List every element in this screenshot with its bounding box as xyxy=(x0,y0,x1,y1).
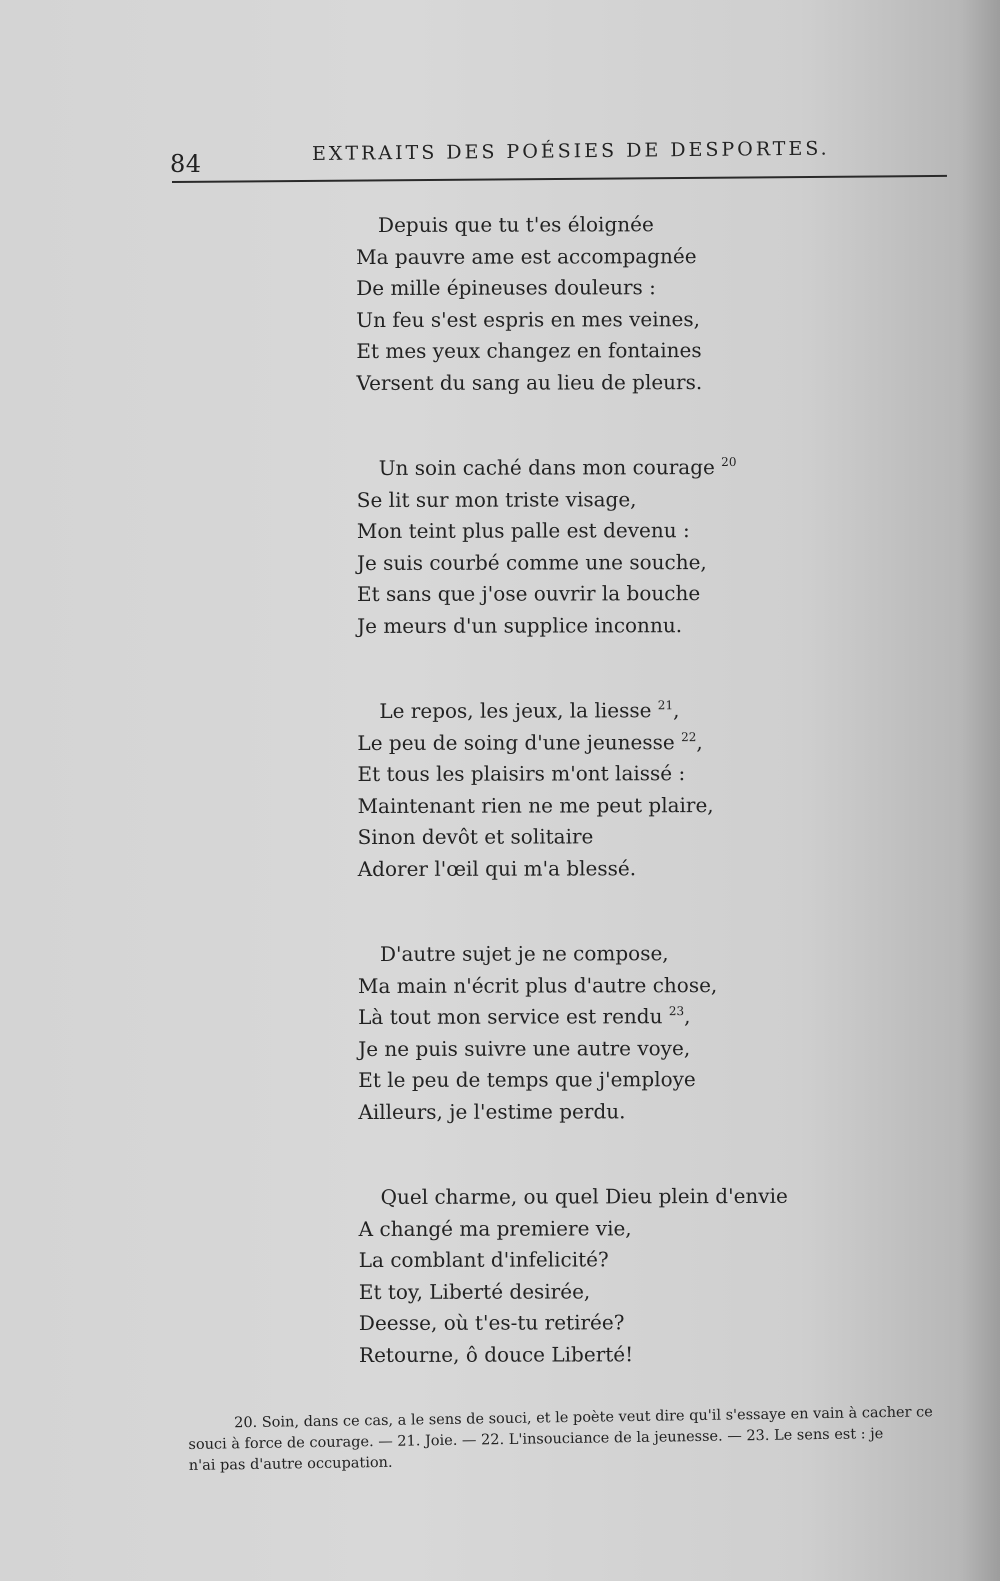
poem-line: D'autre sujet je ne compose, xyxy=(379,941,669,966)
poem-line: Un feu s'est espris en mes veines, xyxy=(356,306,700,332)
poem-line: Ailleurs, je l'estime perdu. xyxy=(358,1098,626,1124)
footnote-ref[interactable]: 23 xyxy=(668,1004,685,1019)
poem-line: Adorer l'œil qui m'a blessé. xyxy=(357,855,637,881)
poem-line: Je suis courbé comme une souche, xyxy=(356,549,707,575)
running-head: EXTRAITS DES POÉSIES DE DESPORTES. xyxy=(311,137,830,165)
stanza-1 xyxy=(356,209,806,399)
poem-line: Versent du sang au lieu de pleurs. xyxy=(356,369,703,395)
stanza-3 xyxy=(357,695,807,885)
poem-line: Ma pauvre ame est accompagnée xyxy=(356,243,697,269)
poem-line: Retourne, ô douce Liberté! xyxy=(358,1341,634,1367)
poem-line: Je ne puis suivre une autre voye, xyxy=(358,1035,691,1061)
poem-line: Là tout mon service est rendu $^{23}$, xyxy=(358,1004,691,1029)
poem-line: Et tous les plaisirs m'ont laissé : xyxy=(357,761,686,786)
poem-line: Maintenant rien ne me peut plaire, xyxy=(357,792,714,818)
poem-line: La comblant d'infelicité? xyxy=(358,1247,609,1272)
footnote-ref[interactable]: 22 xyxy=(681,729,697,744)
poem-line: Et le peu de temps que j'employe xyxy=(358,1067,696,1092)
stanza-5 xyxy=(359,1181,809,1371)
poem-line: Deesse, où t'es-tu retirée? xyxy=(358,1310,625,1335)
poem-line: Je meurs d'un supplice inconnu. xyxy=(357,612,683,638)
footnote-ref[interactable]: 20 xyxy=(721,455,737,470)
poem-line: Mon teint plus palle est devenu : xyxy=(356,518,690,543)
poem-line: Sinon devôt et solitaire xyxy=(357,824,594,849)
page-number: 84 xyxy=(170,150,202,178)
poem-line: Et toy, Liberté desirée, xyxy=(358,1278,591,1304)
stanza-2 xyxy=(357,452,807,642)
poem xyxy=(356,209,809,1425)
footnote-line: n'ai pas d'autre occupation. xyxy=(188,1454,393,1474)
poem-line: A changé ma premiere vie, xyxy=(358,1215,632,1241)
poem-line: De mille épineuses douleurs : xyxy=(356,275,656,300)
poem-line: Le repos, les jeux, la liesse $^{21}$, xyxy=(379,698,680,723)
footnote-line: souci à force de courage. — 21. Joie. — 22. L'insouciance de la jeunesse. — 23. Le sens est : je xyxy=(188,1426,884,1453)
poem-line: Se lit sur mon triste visage, xyxy=(356,486,637,512)
footnote-ref[interactable]: 21 xyxy=(657,698,674,713)
header-rule xyxy=(172,175,947,183)
poem-line: Ma main n'écrit plus d'autre chose, xyxy=(357,972,718,998)
poem-line: Un soin caché dans mon courage $^{20}$ xyxy=(378,455,737,480)
poem-line: Quel charme, ou quel Dieu plein d'envie xyxy=(380,1183,788,1209)
poem-line: Et mes yeux changez en fontaines xyxy=(356,338,702,363)
footnotes xyxy=(188,1402,969,1477)
poem-line: Le peu de soing d'une jeunesse $^{22}$, xyxy=(357,729,703,755)
poem-line: Et sans que j'ose ouvrir la bouche xyxy=(356,581,701,606)
stanza-4 xyxy=(358,938,808,1128)
footnote-line: 20. Soin, dans ce cas, a le sens de souci, et le poète veut dire qu'il s'essaye en vain à cacher ce xyxy=(234,1404,933,1432)
poem-line: Depuis que tu t'es éloignée xyxy=(378,212,654,237)
